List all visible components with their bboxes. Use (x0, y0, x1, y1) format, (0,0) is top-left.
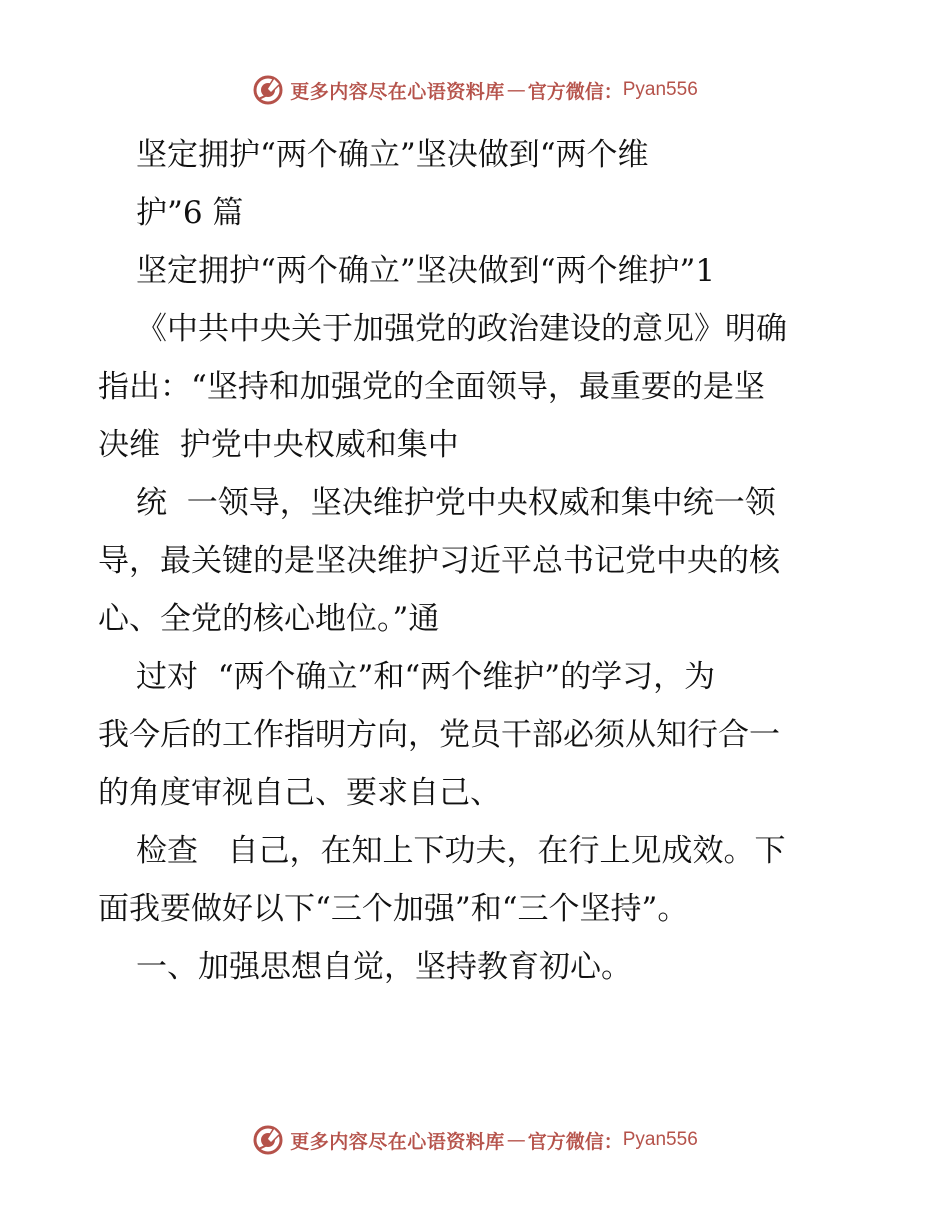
pen-circle-logo-icon (252, 74, 284, 106)
document-body (98, 126, 858, 996)
header-watermark (0, 70, 950, 110)
paragraph-line: 导，最关键的是坚决维护习近平总书记党中央的核 (98, 543, 780, 579)
watermark-separator: — (506, 1129, 526, 1151)
watermark-wechat-id: Pyan556 (622, 1129, 698, 1150)
pen-circle-logo-icon (252, 1124, 284, 1156)
footer-watermark (0, 1120, 950, 1160)
paragraph-line: 《中共中央关于加强党的政治建设的意见》明确 (136, 311, 787, 347)
paragraph-line: 检查 自己，在知上下功夫，在行上见成效。下 (136, 833, 786, 869)
document-title-line-2: 护”6 篇 (136, 195, 244, 231)
paragraph-line: 我今后的工作指明方向，党员干部必须从知行合一 (98, 717, 780, 753)
watermark-main-text: 更多内容尽在心语资料库 (290, 1130, 505, 1153)
paragraph-line: 统 一领导，坚决维护党中央权威和集中统一领 (136, 485, 776, 521)
paragraph-line: 面我要做好以下“三个加强”和“三个坚持”。 (98, 891, 689, 927)
paragraph-line: 指出：“坚持和加强党的全面领导，最重要的是坚 (98, 369, 765, 405)
document-title-line-1: 坚定拥护“两个确立”坚决做到“两个维 (136, 137, 649, 173)
watermark-wechat-id: Pyan556 (622, 79, 698, 100)
paragraph-line: 的角度审视自己、要求自己、 (98, 775, 501, 811)
paragraph-line: 一、加强思想自觉，坚持教育初心。 (136, 949, 632, 985)
watermark-official-label: 官方微信： (527, 1130, 623, 1153)
paragraph-line: 过对 “两个确立”和“两个维护”的学习，为 (136, 659, 716, 695)
paragraph-line: 决维 护党中央权威和集中 (98, 427, 459, 463)
watermark-main-text: 更多内容尽在心语资料库 (290, 80, 505, 103)
paragraph-line: 心、全党的核心地位。”通 (98, 601, 440, 637)
section-heading: 坚定拥护“两个确立”坚决做到“两个维护”1 (136, 253, 716, 289)
watermark-official-label: 官方微信： (527, 80, 623, 103)
watermark-separator: — (506, 79, 526, 101)
